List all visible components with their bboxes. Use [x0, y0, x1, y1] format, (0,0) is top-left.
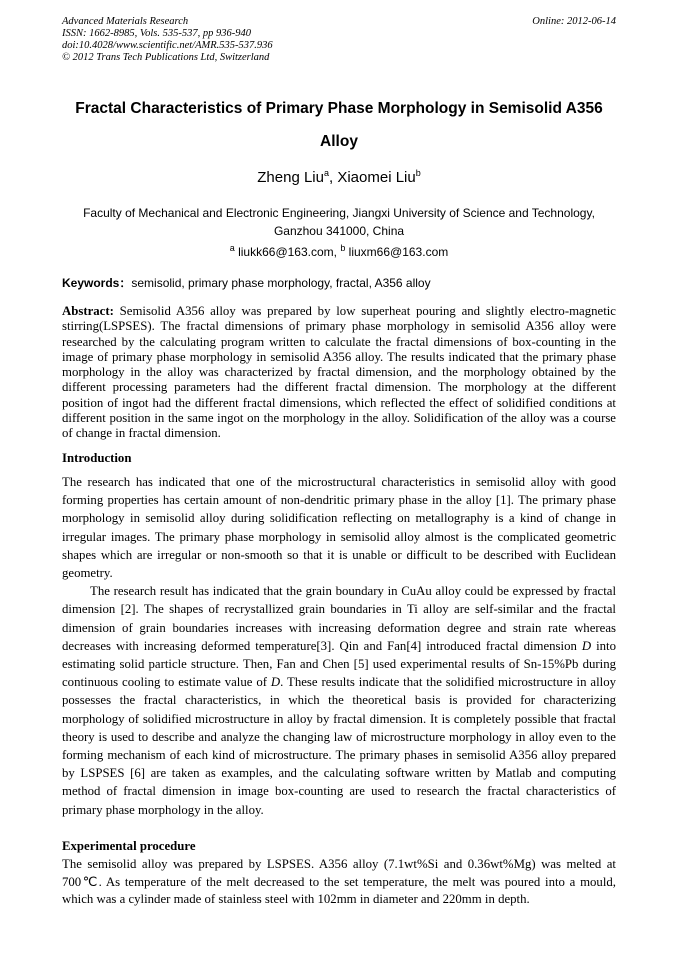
- abstract-label: Abstract:: [62, 304, 114, 318]
- journal-header: [62, 16, 616, 64]
- paper-title-line-2: Alloy: [320, 133, 358, 150]
- journal-copyright: © 2012 Trans Tech Publications Ltd, Switzerland: [62, 52, 270, 63]
- experimental-heading: Experimental procedure: [62, 839, 196, 853]
- online-date: Online: 2012-06-14: [532, 16, 616, 27]
- author-emails: [62, 244, 616, 260]
- experimental-body: The semisolid alloy was prepared by LSPSES. A356 alloy (7.1wt%Si and 0.36wt%Mg) was melted at 700℃. As temperature of the melt decreased to the set temperature, the melt was poured into a mould, which was a cylinder made of stainless steel with 102mm in diameter and 220mm in depth.: [62, 857, 616, 907]
- author-separator: ,: [328, 169, 338, 186]
- email-a: liukk66@163.com,: [234, 245, 341, 259]
- author-2-affil-mark: b: [415, 168, 421, 178]
- keywords: [62, 275, 616, 291]
- intro-p2-part-c: . These results indicate that the solidified microstructure in alloy possesses the fractal characteristics, in which the theoretical basis is provided for characterizing morphology of solidified microstructure in alloy by fractal dimension. It is completely possible that fractal theory is used to describe and analyze the changing law of microstructure morphology in alloy even to the forming mechanism of each kind of microstructure. The primary phases in semisolid A356 alloy prepared by LSPSES [6] are taken as examples, and the calculating software written by Matlab and computing method of fractal dimension in image box-counting are used to research the fractal characteristics of primary phase morphology in the alloy.: [62, 675, 616, 817]
- variable-d: D: [581, 638, 592, 653]
- keywords-text: semisolid, primary phase morphology, fractal, A356 alloy: [131, 276, 431, 290]
- email-b-mark: b: [340, 243, 346, 253]
- email-b: liuxm66@163.com: [345, 245, 449, 259]
- paper-title: [62, 92, 616, 158]
- affiliation-line-2: Ganzhou 341000, China: [273, 224, 405, 238]
- affiliation-line-1: Faculty of Mechanical and Electronic Engineering, Jiangxi University of Science and Technology,: [83, 206, 595, 220]
- author-1: Zheng Liu: [257, 169, 324, 186]
- variable-d: D: [270, 675, 281, 690]
- paper-title-line-1: Fractal Characteristics of Primary Phase Morphology in Semisolid A356: [75, 100, 603, 117]
- introduction-paragraph-1: The research has indicated that one of the microstructural characteristics in semisolid alloy with good forming properties has certain amount of non-dendritic primary phase in the alloy [1]. The primary phase morphology in semisolid alloy during solidification reflecting on metallography is a kind of change in irregular images. The primary phase morphology in semisolid alloy almost is the complicated geometric shapes which are irregular or non-smooth so that it is unable or difficult to be described with Euclidean geometry.: [62, 475, 616, 581]
- journal-issn: ISSN: 1662-8985, Vols. 535-537, pp 936-940: [62, 28, 251, 39]
- journal-name: Advanced Materials Research: [62, 16, 189, 27]
- introduction-heading: Introduction: [62, 451, 132, 465]
- affiliation: [62, 204, 616, 240]
- intro-p2-part-b: into estimating solid particle structure. Then, Fan and Chen [5] used experimental results of Sn-15%Pb during continuous cooling to estimate value of: [62, 638, 617, 690]
- intro-p2-part-a: The research result has indicated that the grain boundary in CuAu alloy could be expressed by fractal dimension [2]. The shapes of recrystallized grain boundaries in Ti alloy are self-similar and the fractal dimension of grain boundaries increases with increasing deformation degree and strain rate whereas decreases with increasing deformed temperature[3]. Qin and Fan[4] introduced fractal dimension: [62, 584, 616, 653]
- author-list: [62, 168, 616, 188]
- introduction-paragraph-2: [62, 582, 616, 819]
- author-1-affil-mark: a: [323, 168, 329, 178]
- email-a-mark: a: [229, 243, 235, 253]
- journal-doi: doi:10.4028/www.scientific.net/AMR.535-537.936: [62, 40, 273, 51]
- keywords-label: Keywords：: [62, 276, 132, 290]
- abstract-text: Semisolid A356 alloy was prepared by low superheat pouring and slightly electro-magnetic stirring(LSPSES). The fractal dimensions of primary phase morphology in semisolid A356 alloy were researched by the calculating program written to calculate the fractal dimensions of box-counting in the image of primary phase morphology in semisolid A356 alloy. The results indicated that the primary phase morphology in the alloy was characterized by fractal dimension, and the morphology obtained by the different processing parameters had the different fractal dimension. The morphology at the different position of ingot had the different fractal dimensions, which reflected the effect of solidified conditions at different position in the same ingot on the morphology in the alloy. Solidification of the alloy was a course of change in fractal dimension.: [62, 304, 616, 441]
- abstract: [62, 304, 616, 442]
- introduction-body: [62, 473, 616, 819]
- author-2: Xiaomei Liu: [337, 169, 416, 186]
